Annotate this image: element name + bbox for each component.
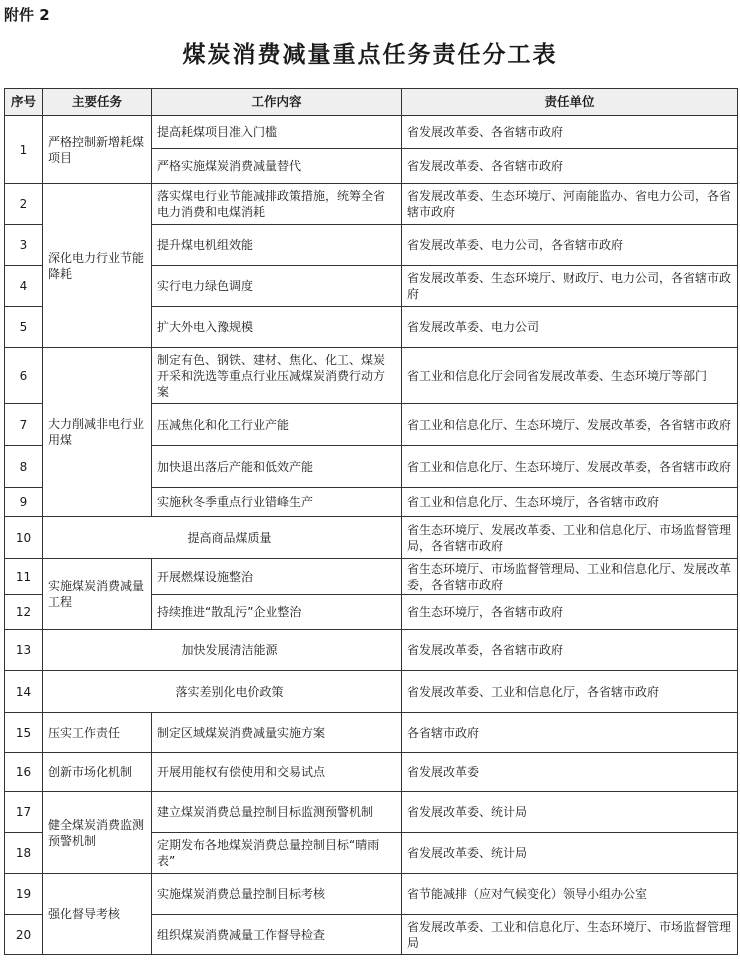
row-content: 实施秋冬季重点行业错峰生产 bbox=[152, 488, 402, 517]
row-content: 严格实施煤炭消费减量替代 bbox=[152, 149, 402, 184]
row-unit: 省发展改革委、各省辖市政府 bbox=[402, 149, 738, 184]
table-row bbox=[5, 517, 738, 559]
header-content: 工作内容 bbox=[152, 89, 402, 116]
row-no: 16 bbox=[5, 753, 43, 792]
row-unit: 省工业和信息化厅、生态环境厅，各省辖市政府 bbox=[402, 488, 738, 517]
row-no: 18 bbox=[5, 833, 43, 874]
row-content: 组织煤炭消费减量工作督导检查 bbox=[152, 915, 402, 955]
row-content: 提升煤电机组效能 bbox=[152, 225, 402, 266]
row-unit: 省生态环境厅，各省辖市政府 bbox=[402, 595, 738, 630]
row-content: 建立煤炭消费总量控制目标监测预警机制 bbox=[152, 792, 402, 833]
row-content: 提高商品煤质量 bbox=[43, 517, 402, 559]
row-no: 2 bbox=[5, 184, 43, 225]
row-unit: 省生态环境厅、市场监督管理局、工业和信息化厅、发展改革委，各省辖市政府 bbox=[402, 559, 738, 595]
row-no: 8 bbox=[5, 446, 43, 488]
table-row bbox=[5, 753, 738, 792]
row-no: 9 bbox=[5, 488, 43, 517]
table-row bbox=[5, 713, 738, 753]
row-content: 实施煤炭消费总量控制目标考核 bbox=[152, 874, 402, 915]
row-task: 健全煤炭消费监测预警机制 bbox=[43, 792, 152, 874]
row-no: 11 bbox=[5, 559, 43, 595]
row-content: 开展用能权有偿使用和交易试点 bbox=[152, 753, 402, 792]
table-row bbox=[5, 116, 738, 149]
table-row bbox=[5, 184, 738, 225]
row-content: 提高耗煤项目准入门槛 bbox=[152, 116, 402, 149]
row-content: 落实差别化电价政策 bbox=[43, 671, 402, 713]
row-no: 13 bbox=[5, 630, 43, 671]
row-no: 19 bbox=[5, 874, 43, 915]
row-no: 3 bbox=[5, 225, 43, 266]
row-no: 7 bbox=[5, 404, 43, 446]
row-unit: 省发展改革委、统计局 bbox=[402, 833, 738, 874]
row-content: 开展燃煤设施整治 bbox=[152, 559, 402, 595]
row-task: 创新市场化机制 bbox=[43, 753, 152, 792]
row-content: 加快退出落后产能和低效产能 bbox=[152, 446, 402, 488]
table-header-row bbox=[5, 89, 738, 116]
row-unit: 省发展改革委、各省辖市政府 bbox=[402, 116, 738, 149]
row-content: 定期发布各地煤炭消费总量控制目标“晴雨表” bbox=[152, 833, 402, 874]
row-unit: 省发展改革委、电力公司 bbox=[402, 307, 738, 348]
row-unit: 各省辖市政府 bbox=[402, 713, 738, 753]
row-task: 压实工作责任 bbox=[43, 713, 152, 753]
row-task: 大力削减非电行业用煤 bbox=[43, 348, 152, 517]
table-row bbox=[5, 671, 738, 713]
row-no: 20 bbox=[5, 915, 43, 955]
row-content: 压减焦化和化工行业产能 bbox=[152, 404, 402, 446]
row-no: 15 bbox=[5, 713, 43, 753]
table-row bbox=[5, 792, 738, 833]
row-no: 10 bbox=[5, 517, 43, 559]
table-row bbox=[5, 348, 738, 404]
row-unit: 省工业和信息化厅、生态环境厅、发展改革委，各省辖市政府 bbox=[402, 404, 738, 446]
responsibility-table bbox=[4, 88, 738, 955]
table-row bbox=[5, 874, 738, 915]
row-no: 5 bbox=[5, 307, 43, 348]
table-row bbox=[5, 559, 738, 595]
attachment-label: 附件 2 bbox=[4, 6, 50, 24]
row-unit: 省发展改革委、生态环境厅、河南能监办、省电力公司，各省辖市政府 bbox=[402, 184, 738, 225]
row-no: 12 bbox=[5, 595, 43, 630]
row-content: 实行电力绿色调度 bbox=[152, 266, 402, 307]
header-no: 序号 bbox=[5, 89, 43, 116]
row-unit: 省发展改革委 bbox=[402, 753, 738, 792]
row-task: 实施煤炭消费减量工程 bbox=[43, 559, 152, 630]
row-unit: 省发展改革委、电力公司，各省辖市政府 bbox=[402, 225, 738, 266]
row-no: 14 bbox=[5, 671, 43, 713]
row-task: 严格控制新增耗煤项目 bbox=[43, 116, 152, 184]
row-content: 落实煤电行业节能减排政策措施，统筹全省电力消费和电煤消耗 bbox=[152, 184, 402, 225]
row-unit: 省发展改革委，各省辖市政府 bbox=[402, 630, 738, 671]
page-title: 煤炭消费减量重点任务责任分工表 bbox=[182, 42, 558, 68]
row-unit: 省工业和信息化厅会同省发展改革委、生态环境厅等部门 bbox=[402, 348, 738, 404]
header-unit: 责任单位 bbox=[402, 89, 738, 116]
row-content: 制定有色、钢铁、建材、焦化、化工、煤炭开采和洗选等重点行业压减煤炭消费行动方案 bbox=[152, 348, 402, 404]
row-no: 1 bbox=[5, 116, 43, 184]
row-content: 扩大外电入豫规模 bbox=[152, 307, 402, 348]
row-unit: 省发展改革委、生态环境厅、财政厅、电力公司，各省辖市政府 bbox=[402, 266, 738, 307]
row-no: 4 bbox=[5, 266, 43, 307]
row-content: 制定区域煤炭消费减量实施方案 bbox=[152, 713, 402, 753]
row-task: 深化电力行业节能降耗 bbox=[43, 184, 152, 348]
row-unit: 省节能减排（应对气候变化）领导小组办公室 bbox=[402, 874, 738, 915]
row-unit: 省发展改革委、工业和信息化厅，各省辖市政府 bbox=[402, 671, 738, 713]
row-unit: 省发展改革委、工业和信息化厅、生态环境厅、市场监督管理局 bbox=[402, 915, 738, 955]
row-no: 6 bbox=[5, 348, 43, 404]
row-no: 17 bbox=[5, 792, 43, 833]
row-unit: 省发展改革委、统计局 bbox=[402, 792, 738, 833]
row-unit: 省工业和信息化厅、生态环境厅、发展改革委，各省辖市政府 bbox=[402, 446, 738, 488]
row-unit: 省生态环境厅、发展改革委、工业和信息化厅、市场监督管理局，各省辖市政府 bbox=[402, 517, 738, 559]
row-task: 强化督导考核 bbox=[43, 874, 152, 955]
row-content: 加快发展清洁能源 bbox=[43, 630, 402, 671]
row-content: 持续推进“散乱污”企业整治 bbox=[152, 595, 402, 630]
table-row bbox=[5, 630, 738, 671]
header-task: 主要任务 bbox=[43, 89, 152, 116]
